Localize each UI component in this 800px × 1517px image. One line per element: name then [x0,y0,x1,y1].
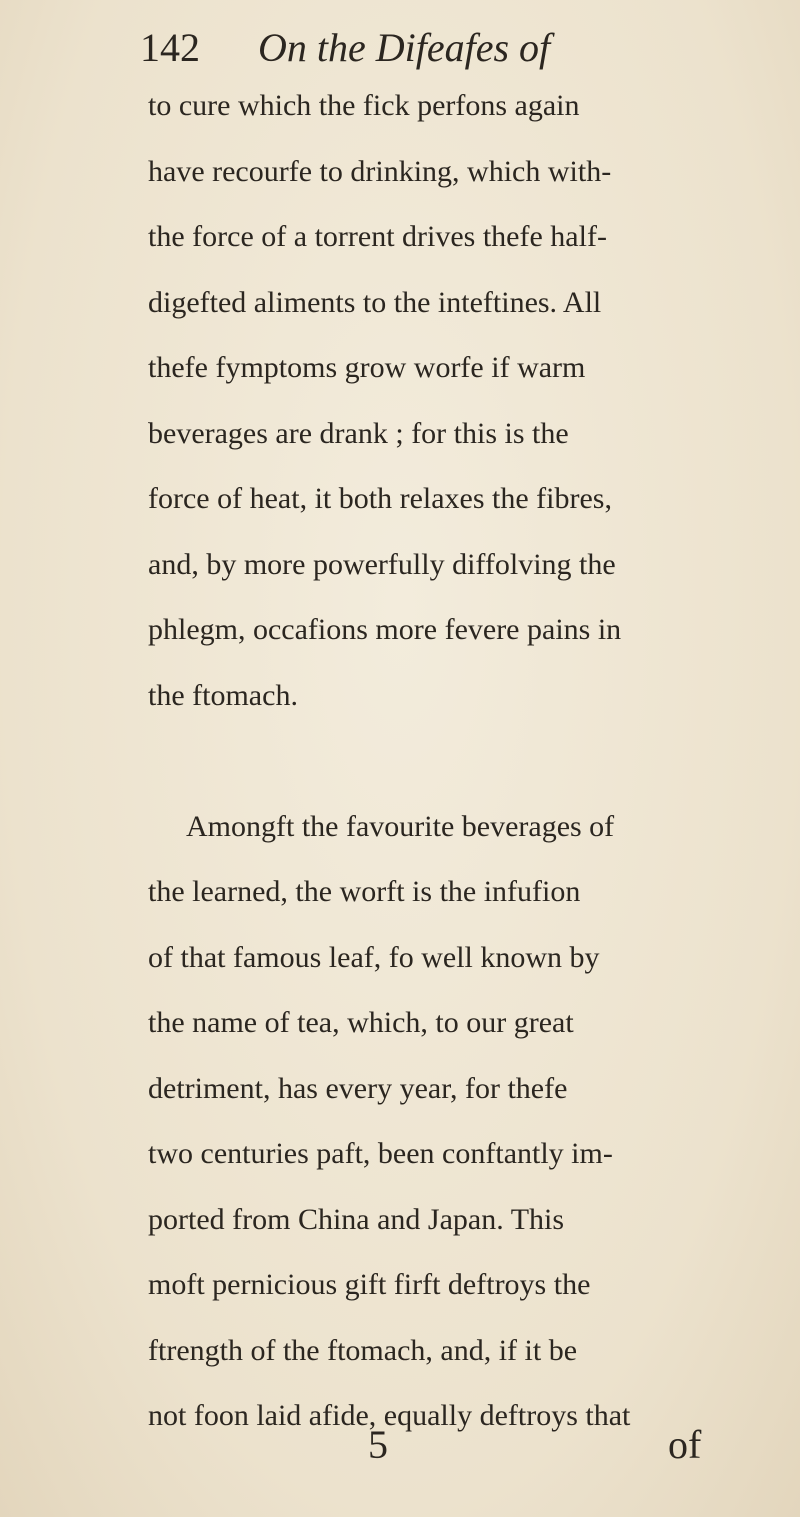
signature-mark: 5 [368,1422,388,1467]
text-line: have recourfe to drinking, which with- [148,155,612,188]
page-footer [0,1415,800,1475]
text-line: detriment, has every year, for thefe [148,1072,568,1105]
page-number: 142 [140,25,200,70]
paragraph-start-line: Amongft the favourite beverages of [186,810,615,843]
text-line: the learned, the worft is the infufion [148,875,581,908]
text-line: not foon laid afide, equally deftroys that [148,1399,631,1432]
text-line: phlegm, occafions more fevere pains in [148,613,622,646]
text-line: to cure which the fick perfons again [148,89,580,122]
text-line: ported from China and Japan. This [148,1203,565,1236]
text-line: the name of tea, which, to our great [148,1006,574,1039]
text-line: of that famous leaf, fo well known by [148,941,600,974]
text-line: digefted aliments to the inteftines. All [148,286,602,319]
text-line: ftrength of the ftomach, and, if it be [148,1334,578,1367]
text-line: beverages are drank ; for this is the [148,417,569,450]
running-title: On the Difeafes of [258,25,551,70]
text-line: thefe fymptoms grow worfe if warm [148,351,586,384]
text-line: two centuries paft, been conftantly im- [148,1137,613,1170]
text-line: and, by more powerfully diffolving the [148,548,616,581]
text-line: the force of a torrent drives thefe half- [148,220,607,253]
text-line: force of heat, it both relaxes the fibres, [148,482,612,515]
text-line: moft pernicious gift firft deftroys the [148,1268,591,1301]
running-header [140,18,700,78]
catchword: of [668,1422,702,1467]
text-line: the ftomach. [148,679,298,712]
